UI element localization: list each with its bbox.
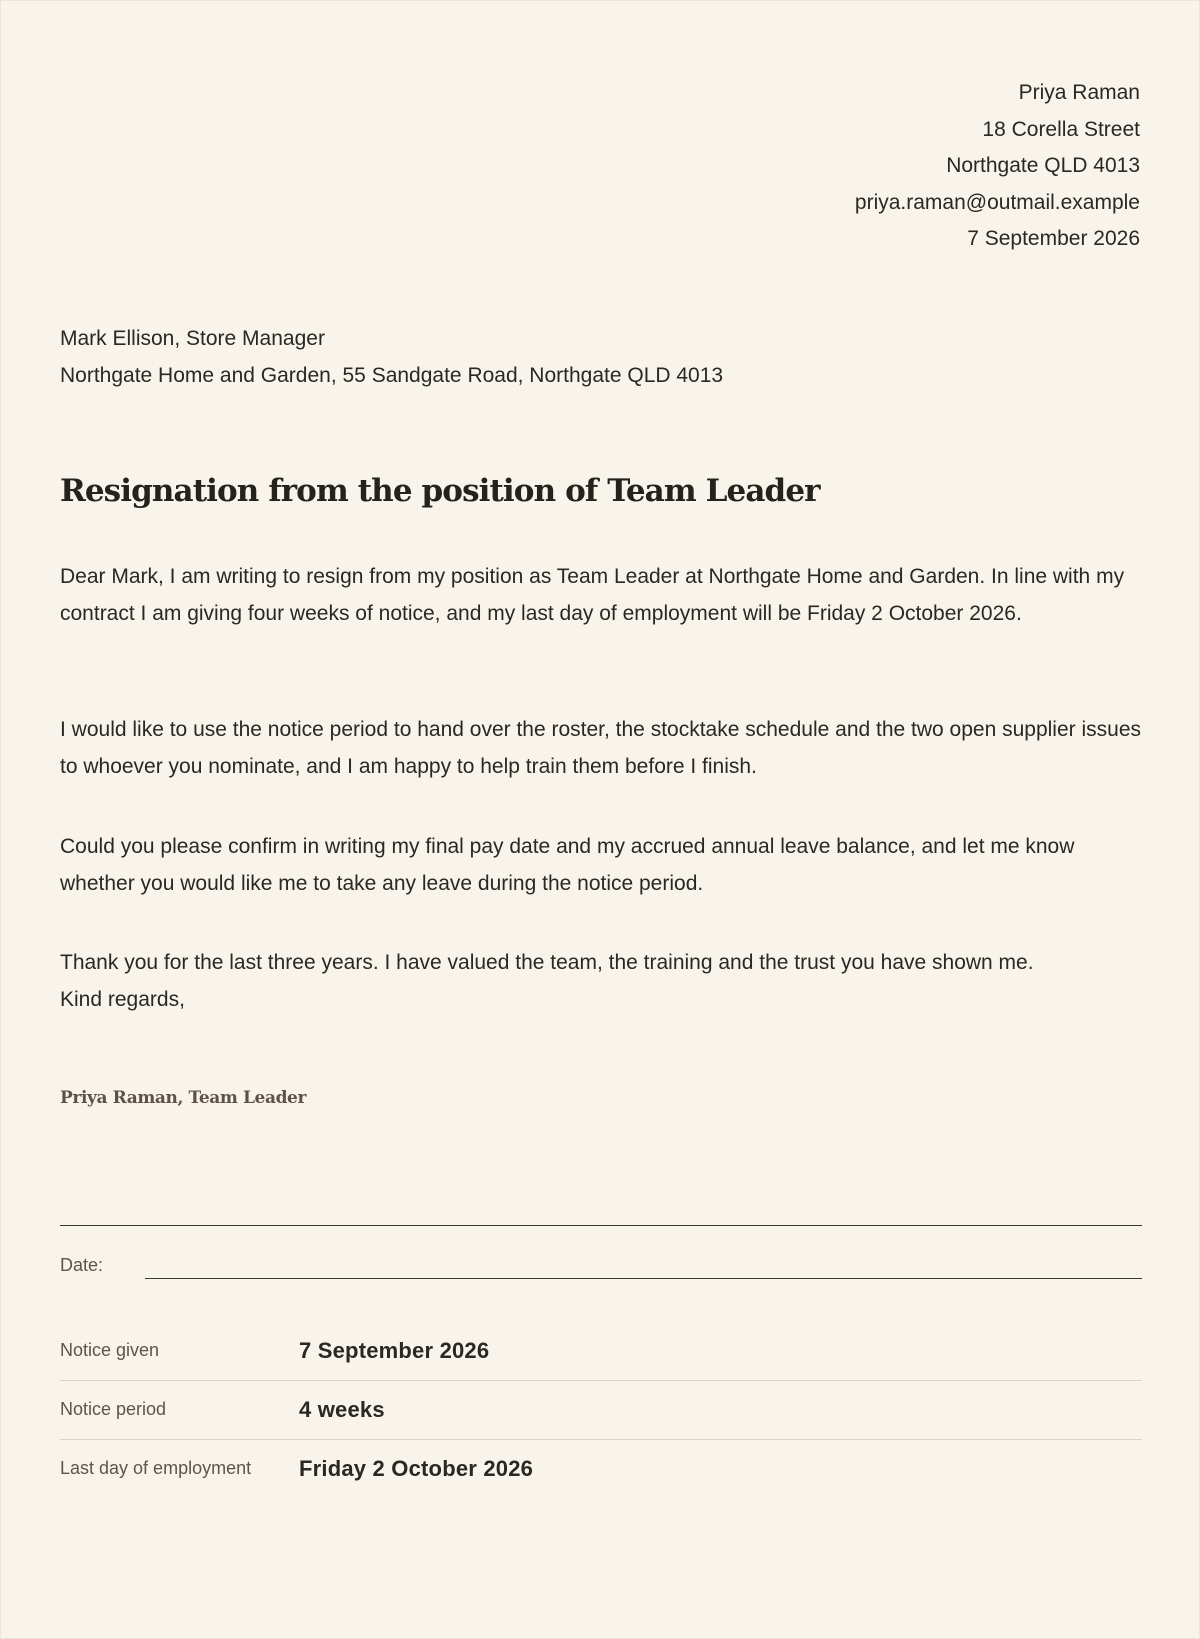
closing-block [60,945,1142,1018]
summary-label: Last day of employment [60,1458,252,1478]
summary-value: 4 weeks [299,1397,385,1422]
closing-salutation: Kind regards, [60,987,185,1011]
letter-subject: Resignation from the position of Team Leader [60,473,820,509]
sender-email: priya.raman@outmail.example [854,190,1140,214]
recipient-name: Mark Ellison, Store Manager [60,327,325,350]
summary-row [60,1322,1142,1381]
summary-row [60,1440,1142,1499]
date-field-label: Date: [60,1255,104,1275]
sender-street: 18 Corella Street [982,117,1140,141]
body-paragraph-1: Dear Mark, I am writing to resign from my position as Team Leader at Northgate Home and Garden. In line with my contract I am giving four weeks of notice, and my last day of employment will be Friday 2 October 2026. [60,565,1125,625]
body-paragraph-2: I would like to use the notice period to hand over the roster, the stocktake schedule and the two open supplier issues to whoever you nominate, and I am happy to help train them before I finish. [60,718,1141,778]
notice-summary-table [60,1322,1142,1499]
body-paragraph-3: Could you please confirm in writing my final pay date and my accrued annual leave balance, and let me know whether you would like me to take any leave during the notice period. [60,835,1075,895]
recipient-address: Northgate Home and Garden, 55 Sandgate Road, Northgate QLD 4013 [60,363,724,387]
summary-label: Notice period [60,1399,167,1419]
sender-suburb: Northgate QLD 4013 [946,154,1140,177]
signature-name: Priya Raman, Team Leader [60,1088,307,1108]
summary-label: Notice given [60,1340,160,1360]
letter-date: 7 September 2026 [967,227,1140,250]
summary-row [60,1381,1142,1440]
sender-block [855,75,1140,258]
signature-line [60,1225,1142,1226]
summary-value: 7 September 2026 [299,1338,490,1363]
recipient-block [60,321,723,394]
date-field-line [145,1278,1142,1279]
summary-value: Friday 2 October 2026 [299,1456,534,1481]
body-paragraph-4: Thank you for the last three years. I have valued the team, the training and the trust you have shown me. [60,951,1034,974]
sender-name: Priya Raman [1018,81,1140,104]
